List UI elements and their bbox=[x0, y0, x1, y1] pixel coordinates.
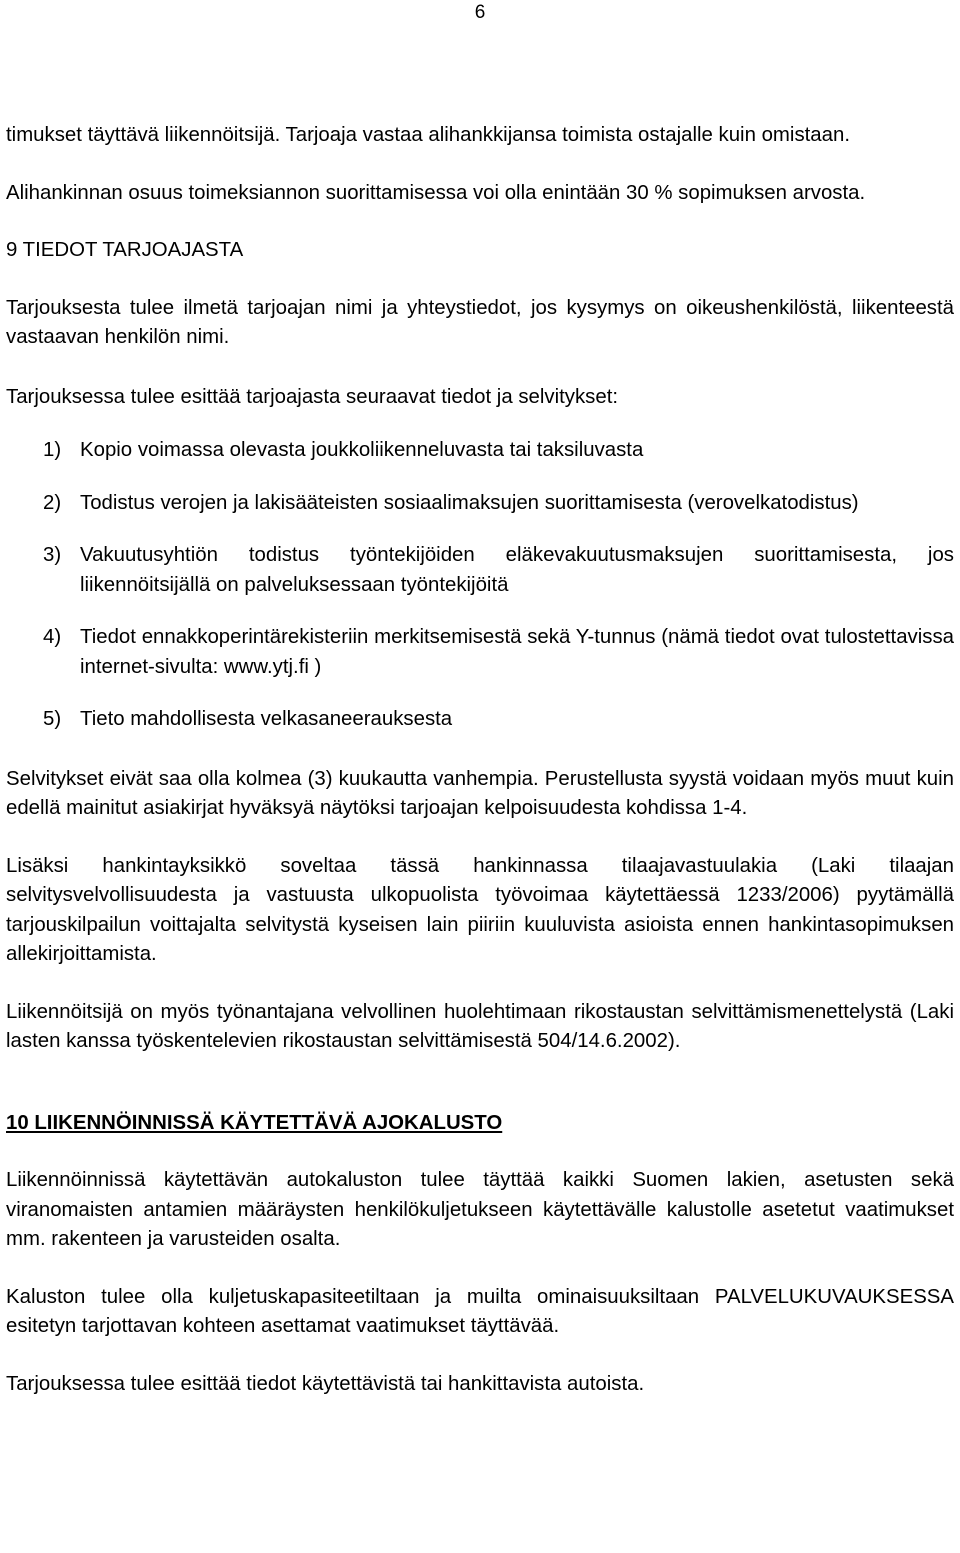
list-item bbox=[6, 541, 954, 600]
list-item bbox=[6, 705, 954, 735]
list-item-text: Vakuutusyhtiön todistus työntekijöiden eläkevakuutusmaksujen suorittamisesta, jos liikennöitsijällä on palveluksessaan työntekijöitä bbox=[80, 544, 954, 596]
paragraph-tenderer-name: Tarjouksesta tulee ilmetä tarjoajan nimi ja yhteystiedot, jos kysymys on oikeushenkilöstä, liikenteestä vastaavan henkilön nimi. bbox=[6, 296, 954, 348]
paragraph-fleet-capacity: Kaluston tulee olla kuljetuskapasiteetiltaan ja muilta ominaisuuksiltaan PALVELUKUVAUKSESSA esitetyn tarjottavan kohteen asettamat vaatimukset täyttävää. bbox=[6, 1285, 954, 1337]
list-item bbox=[6, 489, 954, 519]
list-item-number: 3) bbox=[43, 544, 62, 566]
paragraph-required-documents-intro: Tarjouksessa tulee esittää tarjoajasta seuraavat tiedot ja selvitykset: bbox=[6, 385, 619, 408]
list-item-text: Todistus verojen ja lakisääteisten sosiaalimaksujen suorittamisesta (verovelkatodistus) bbox=[80, 491, 859, 514]
required-documents-list bbox=[6, 436, 954, 735]
section-heading-10: 10 LIIKENNÖINNISSÄ KÄYTETTÄVÄ AJOKALUSTO bbox=[6, 1111, 503, 1134]
paragraph-vehicle-details: Tarjouksessa tulee esittää tiedot käytettävistä tai hankittavista autoista. bbox=[6, 1372, 645, 1395]
paragraph-fleet-requirements: Liikennöinnissä käytettävän autokaluston tulee täyttää kaikki Suomen lakien, asetusten sekä viranomaisten antamien määräysten henkilökuljetukseen käytettävälle kalustolle asetetut vaatimukset mm. rakenteen ja varusteiden osalta. bbox=[6, 1169, 954, 1250]
list-item-text: Tiedot ennakkoperintärekisteriin merkitsemisestä sekä Y-tunnus (nämä tiedot ovat tulostettavissa internet-sivulta: www.ytj.fi ) bbox=[80, 626, 954, 678]
list-item-number: 2) bbox=[43, 491, 62, 514]
list-item-number: 4) bbox=[43, 626, 62, 648]
paragraph-subcontracting-responsibility: timukset täyttävä liikennöitsijä. Tarjoaja vastaa alihankkijansa toimista ostajalle kuin omistaan. bbox=[6, 124, 850, 146]
paragraph-criminal-background: Liikennöitsijä on myös työnantajana velvollinen huolehtimaan rikostaustan selvittämismenettelystä (Laki lasten kanssa työskentelevien rikostaustan selvittämisestä 504/14.6.2002). bbox=[6, 1000, 954, 1052]
list-item-number: 5) bbox=[43, 708, 62, 730]
section-heading-9: 9 TIEDOT TARJOAJASTA bbox=[6, 239, 244, 261]
paragraph-contractor-liability: Lisäksi hankintayksikkö soveltaa tässä hankinnassa tilaajavastuulakia (Laki tilaajan selvitysvelvollisuudesta ja vastuusta ulkopuolista työvoimaa käytettäessä 1233/2006) pyytämällä tarjouskilpailun voittajalta selvitystä kyseisen lain piiriin kuuluvista asioista ennen hankintasopimuksen allekirjoittamista. bbox=[6, 854, 954, 965]
paragraph-subcontracting-share: Alihankinnan osuus toimeksiannon suorittamisessa voi olla enintään 30 % sopimuksen arvosta. bbox=[6, 181, 866, 204]
list-item-number: 1) bbox=[43, 439, 62, 461]
paragraph-document-validity: Selvitykset eivät saa olla kolmea (3) kuukautta vanhempia. Perustellusta syystä voidaan myös muut kuin edellä mainitut asiakirjat hyväksyä näytöksi tarjoajan kelpoisuudesta kohdissa 1-4. bbox=[6, 767, 954, 819]
list-item-text: Tieto mahdollisesta velkasaneerauksesta bbox=[80, 708, 453, 730]
list-item bbox=[6, 623, 954, 682]
list-item-text: Kopio voimassa olevasta joukkoliikenneluvasta tai taksiluvasta bbox=[80, 439, 644, 461]
page-number: 6 bbox=[474, 2, 486, 23]
page-content bbox=[6, 121, 954, 1399]
list-item bbox=[6, 436, 954, 466]
